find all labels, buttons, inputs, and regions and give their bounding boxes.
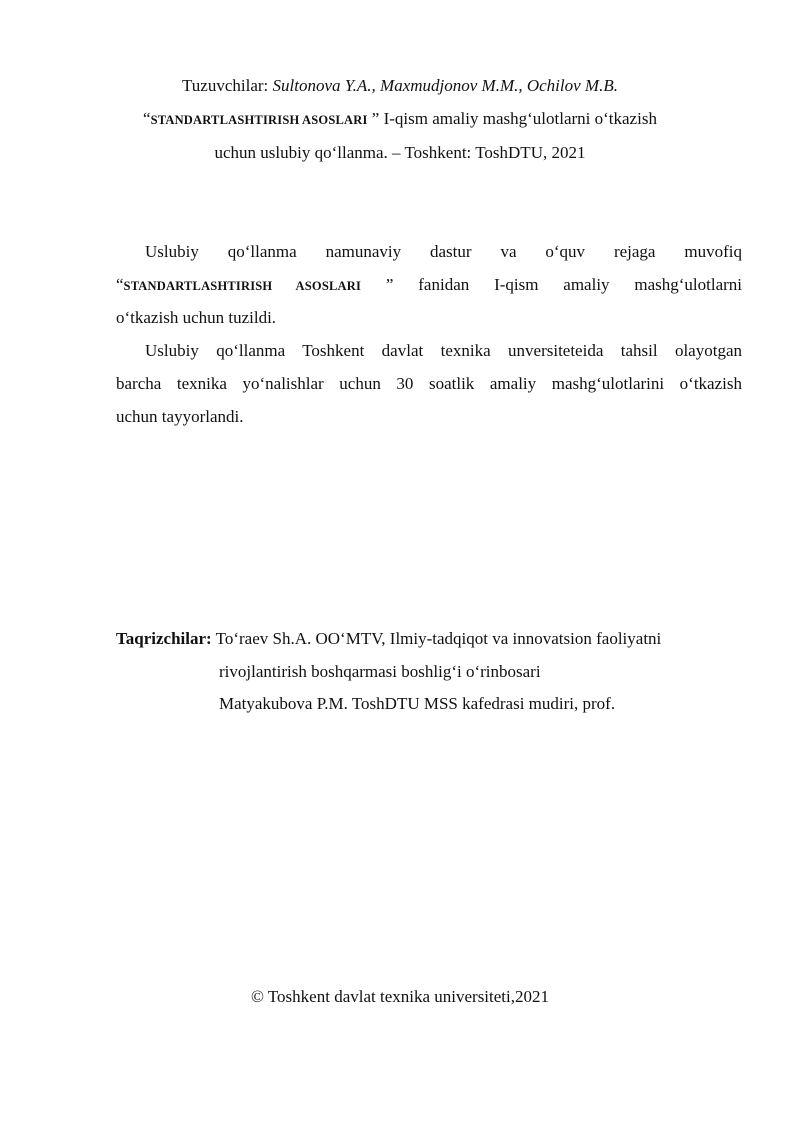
paragraph-2 [116,334,742,433]
copyright-text: © Toshkent davlat texnika universiteti,2021 [251,987,549,1006]
p1-line-1: Uslubiy qo‘llanma namunaviy dastur va o‘quv rejaga muvofiq [145,242,742,261]
reviewer-1-part-2: rivojlantirish boshqarmasi boshlig‘i o‘rinbosari [219,662,541,681]
p1-quote: “ [116,275,124,294]
authors-names: Sultonova Y.A., Maxmudjonov M.M., Ochilov M.B. [272,76,618,95]
title-open-quote: “ [143,109,151,128]
reviewers-label: Taqrizchilar: [116,629,212,648]
title-rest: ” I-qism amaliy mashg‘ulotlarni o‘tkazish [367,109,657,128]
p1-caps: STANDARTLASHTIRISH ASOSLARI [123,279,362,293]
title-line-1 [0,107,800,132]
authors-line [0,74,800,98]
authors-label: Tuzuvchilar: [182,76,269,95]
reviewer-1-part-1: To‘raev Sh.A. OO‘MTV, Ilmiy-tadqiqot va innovatsion faoliyatni [211,629,662,648]
p2-line-1: Uslubiy qo‘llanma Toshkent davlat texnika unversiteteida tahsil olayotgan [145,341,742,360]
p1-line-3: o‘tkazish uchun tuzildi. [116,308,277,327]
title-line-2-text: uchun uslubiy qo‘llanma. – Toshkent: ToshDTU, 2021 [214,143,586,162]
reviewers-line-1 [116,627,661,651]
reviewers-line-2 [219,660,541,684]
p1-line-2 [116,268,742,301]
p2-line-2: barcha texnika yo‘nalishlar uchun 30 soatlik amaliy mashg‘ulotlarini o‘tkazish [116,374,742,393]
reviewers-line-3 [219,692,615,716]
p1-rest: ” fanidan I-qism amaliy mashg‘ulotlarni [385,275,743,294]
p2-line-3: uchun tayyorlandi. [116,407,244,426]
title-line-2 [0,141,800,165]
copyright-line [0,985,800,1009]
paragraph-1 [116,235,742,334]
reviewer-2: Matyakubova P.M. ToshDTU MSS kafedrasi mudiri, prof. [219,694,616,713]
title-caps: STANDARTLASHTIRISH ASOSLARI [150,113,368,127]
